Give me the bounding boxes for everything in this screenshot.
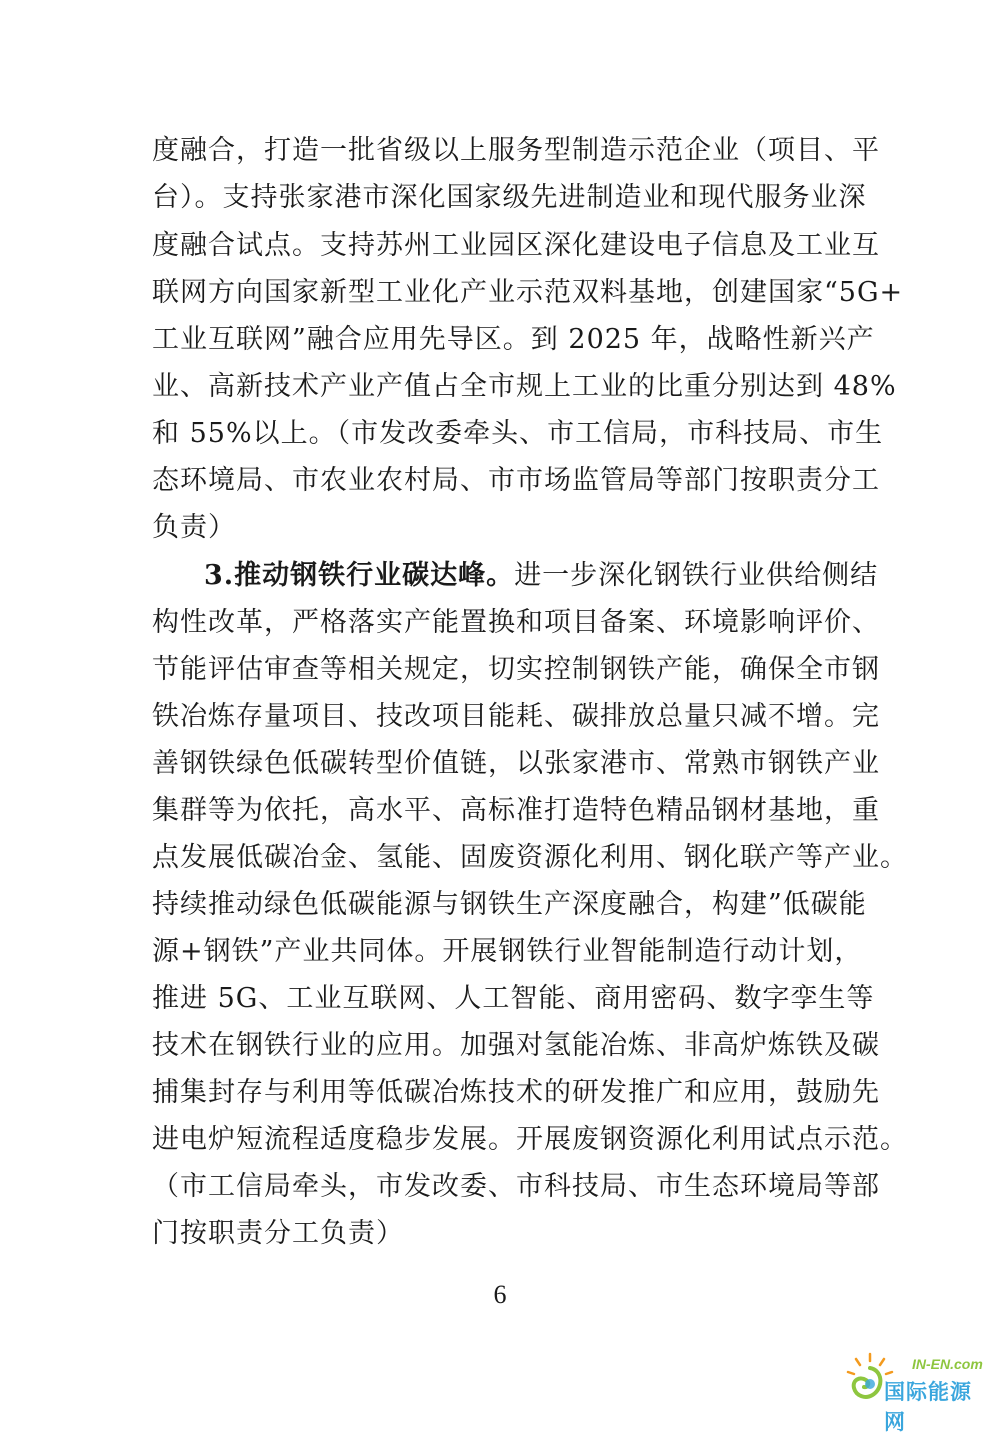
paragraph1-line: 台）。支持张家港市深化国家级先进制造业和现代服务业深 <box>152 182 867 213</box>
paragraph2-line: 推进 5G、工业互联网、人工智能、商用密码、数字孪生等 <box>152 983 875 1014</box>
paragraph2-line: 集群等为依托，高水平、高标准打造特色精品钢材基地，重 <box>152 795 880 826</box>
watermark-logo <box>840 1350 990 1434</box>
paragraph2-line: 构性改革，严格落实产能置换和项目备案、环境影响评价、 <box>152 607 880 638</box>
paragraph1-line: 业、高新技术产业产值占全市规上工业的比重分别达到 48% <box>152 371 897 402</box>
paragraph2-line: 进电炉短流程适度稳步发展。开展废钢资源化利用试点示范。 <box>152 1124 908 1155</box>
watermark-name: 国际能源网 <box>884 1380 972 1434</box>
paragraph2-line: 善钢铁绿色低碳转型价值链，以张家港市、常熟市钢铁产业 <box>152 748 880 779</box>
paragraph2-line: 门按职责分工负责） <box>152 1218 404 1249</box>
paragraph2-line: 源+钢铁”产业共同体。开展钢铁行业智能制造行动计划， <box>152 936 863 967</box>
page-number: 6 <box>493 1280 507 1309</box>
paragraph2-line: 捕集封存与利用等低碳冶炼技术的研发推广和应用，鼓励先 <box>152 1077 880 1108</box>
paragraph1-line: 工业互联网”融合应用先导区。到 2025 年，战略性新兴产 <box>152 324 875 355</box>
paragraph2-line: （市工信局牵头，市发改委、市科技局、市生态环境局等部 <box>152 1171 880 1202</box>
paragraph2-first-text: 进一步深化钢铁行业供给侧结 <box>514 560 879 591</box>
paragraph2-line: 持续推动绿色低碳能源与钢铁生产深度融合，构建”低碳能 <box>152 889 867 920</box>
section3-heading: 3.推动钢铁行业碳达峰。 <box>204 560 515 591</box>
paragraph2-line: 节能评估审查等相关规定，切实控制钢铁产能，确保全市钢 <box>152 654 880 685</box>
paragraph2-line: 点发展低碳冶金、氢能、固废资源化利用、钢化联产等产业。 <box>152 842 908 873</box>
paragraph2-line: 技术在钢铁行业的应用。加强对氢能冶炼、非高炉炼铁及碳 <box>152 1030 880 1061</box>
paragraph1-line: 度融合，打造一批省级以上服务型制造示范企业（项目、平 <box>152 135 880 166</box>
paragraph1-line: 负责） <box>152 512 236 543</box>
watermark-domain: IN-EN.com <box>912 1356 983 1372</box>
paragraph1-line: 和 55%以上。（市发改委牵头、市工信局，市科技局、市生 <box>152 418 884 449</box>
paragraph2-line: 铁冶炼存量项目、技改项目能耗、碳排放总量只减不增。完 <box>152 701 880 732</box>
section3-first-line <box>204 556 879 596</box>
paragraph1-line: 态环境局、市农业农村局、市市场监管局等部门按职责分工 <box>152 465 880 496</box>
paragraph1-line: 联网方向国家新型工业化产业示范双料基地，创建国家“5G+ <box>152 277 904 308</box>
paragraph1-line: 度融合试点。支持苏州工业园区深化建设电子信息及工业互 <box>152 230 880 261</box>
